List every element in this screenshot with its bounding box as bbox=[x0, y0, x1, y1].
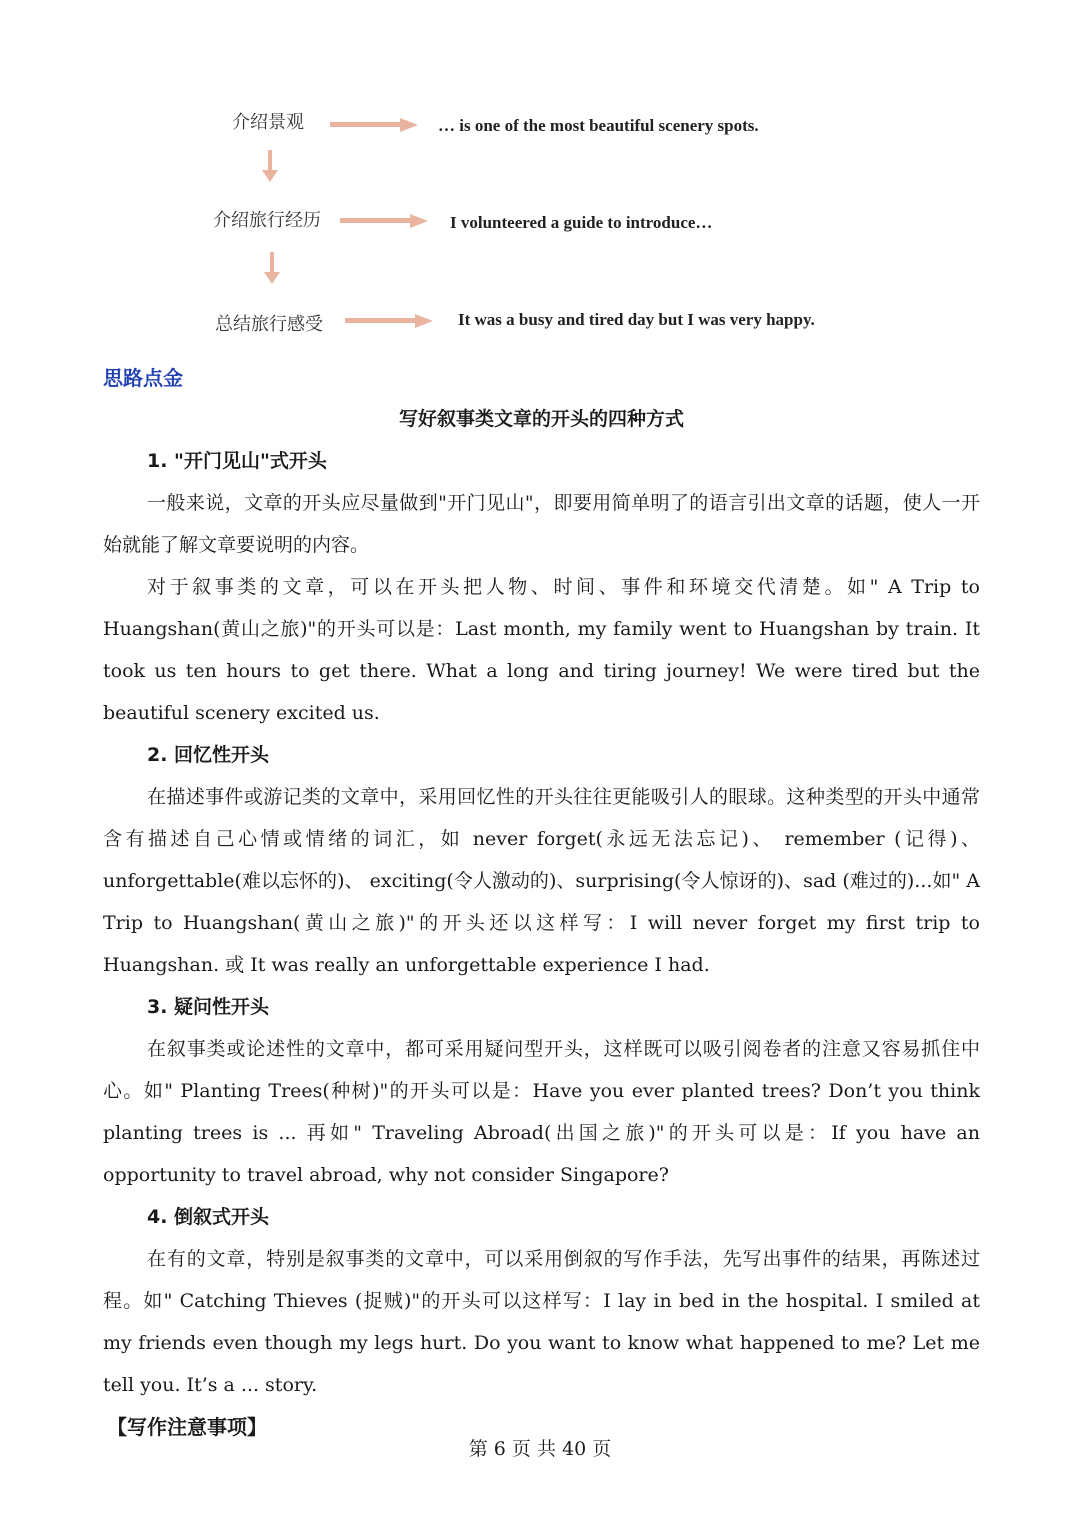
flow-step-3-label: 总结旅行感受 bbox=[215, 314, 323, 335]
method-1-paragraph-2: 对于叙事类的文章，可以在开头把人物、时间、事件和环境交代清楚。如" A Trip to Huangshan(黄山之旅)"的开头可以是：Last month, my family went to Huangshan by train. It took us ten hours to get there. What a long and tiring journey! We were tired but the beautiful scenery excited us. bbox=[103, 576, 980, 724]
flow-step-2-label: 介绍旅行经历 bbox=[213, 210, 321, 231]
method-4-paragraph-1: 在有的文章，特别是叙事类的文章中，可以采用倒叙的写作手法，先写出事件的结果，再陈述过程。如" Catching Thieves (捉贼)"的开头可以这样写：I lay in bed in the hospital. I smiled at my friends even though my legs hurt. Do you want to know what happened to me? Let me tell you. It’s a ... story. bbox=[103, 1248, 980, 1396]
doc-title: 写好叙事类文章的开头的四种方式 bbox=[398, 408, 684, 430]
section-title: 思路点金 bbox=[103, 366, 183, 390]
right-arrow-icon bbox=[345, 312, 435, 330]
method-1-paragraph-1: 一般来说，文章的开头应尽量做到"开门见山"，即要用简单明了的语言引出文章的话题，使人一开始就能了解文章要说明的内容。 bbox=[103, 492, 980, 556]
method-2-heading: 2. 回忆性开头 bbox=[147, 744, 270, 766]
flow-step-3-text: It was a busy and tired day but I was very happy. bbox=[458, 310, 815, 329]
method-1-heading: 1. "开门见山"式开头 bbox=[147, 450, 327, 472]
method-3-paragraph-1: 在叙事类或论述性的文章中，都可采用疑问型开头，这样既可以吸引阅卷者的注意又容易抓住中心。如" Planting Trees(种树)"的开头可以是：Have you ever planted trees? Don’t you think planting trees is ... 再如" Traveling Abroad(出国之旅)"的开头可以是：If you have an opportunity to travel abroad, why not consider Singapore? bbox=[103, 1038, 980, 1186]
right-arrow-icon bbox=[330, 116, 420, 134]
method-3-heading: 3. 疑问性开头 bbox=[147, 996, 270, 1018]
method-2-paragraph-1: 在描述事件或游记类的文章中，采用回忆性的开头往往更能吸引人的眼球。这种类型的开头中通常含有描述自己心情或情绪的词汇，如 never forget(永远无法忘记)、 remember (记得)、unforgettable(难以忘怀的)、 exciting(令人激动的)、surprising(令人惊讶的)、sad (难过的)...如" A Trip to Huangshan(黄山之旅)"的开头还以这样写：I will never forget my first trip to Huangshan. 或 It was really an unforgettable experience I had. bbox=[103, 786, 980, 976]
flow-step-1-text: … is one of the most beautiful scenery spots. bbox=[438, 116, 759, 135]
page-footer: 第 6 页 共 40 页 bbox=[468, 1438, 612, 1460]
flow-step-1-label: 介绍景观 bbox=[232, 112, 304, 133]
down-arrow-icon bbox=[261, 150, 279, 182]
down-arrow-icon bbox=[263, 252, 281, 284]
method-4-heading: 4. 倒叙式开头 bbox=[147, 1206, 270, 1228]
body-content bbox=[103, 440, 980, 1448]
right-arrow-icon bbox=[340, 212, 430, 230]
notice-heading: 【写作注意事项】 bbox=[107, 1415, 267, 1439]
flow-step-2-text: I volunteered a guide to introduce… bbox=[450, 213, 713, 232]
